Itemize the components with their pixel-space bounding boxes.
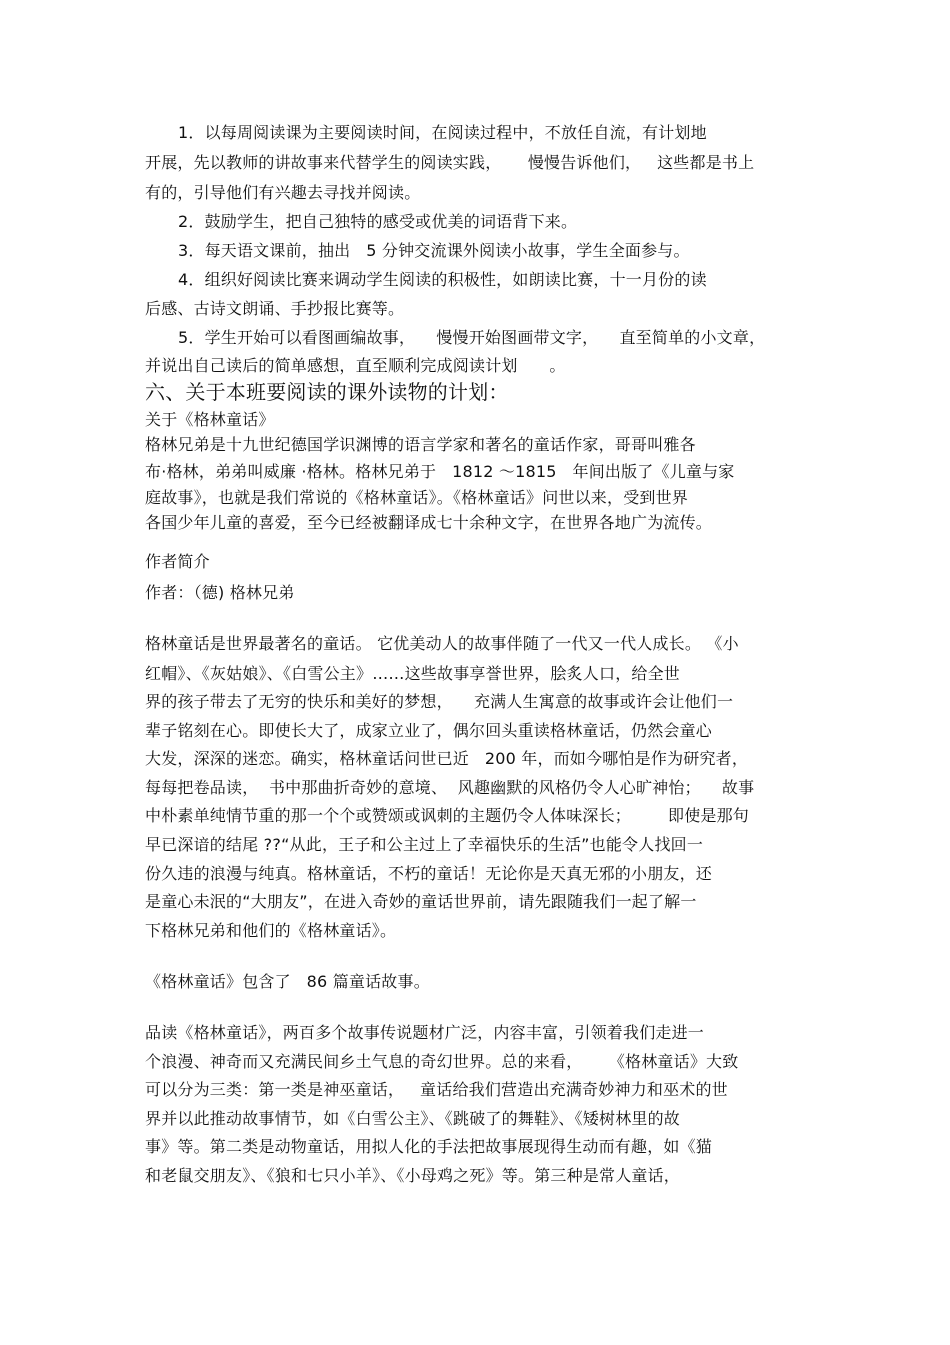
body-para-1-line-3: 界的孩子带去了无穷的快乐和美好的梦想， 充满人生寓意的故事或许会让他们一 bbox=[145, 692, 734, 711]
list-item-4-line-2: 后感、古诗文朗诵、手抄报比赛等。 bbox=[145, 299, 405, 318]
body-para-1-line-10: 是童心未泯的“大朋友”，在进入奇妙的童话世界前，请先跟随我们一起了解一 bbox=[145, 892, 697, 911]
body-para-1-line-5: 大发，深深的迷恋。确实，格林童话问世已近 200 年，而如今哪怕是作为研究者， bbox=[145, 749, 749, 768]
body-para-2-line-3: 可以分为三类：第一类是神巫童话， 童话给我们营造出充满奇妙神力和巫术的世 bbox=[145, 1080, 728, 1099]
sub-heading: 关于《格林童话》 bbox=[145, 410, 275, 429]
list-item-3: 3．每天语文课前，抽出 5 分钟交流课外阅读小故事，学生全面参与。 bbox=[178, 241, 690, 260]
body-para-1-line-1: 格林童话是世界最著名的童话。 它优美动人的故事伴随了一代又一代人成长。 《小 bbox=[145, 634, 739, 653]
intro-line-2: 布·格林，弟弟叫威廉 ·格林。格林兄弟于 1812 ～1815 年间出版了《儿童与家 bbox=[145, 462, 735, 481]
body-para-1-line-9: 份久违的浪漫与纯真。格林童话，不朽的童话！无论你是天真无邪的小朋友，还 bbox=[145, 864, 713, 883]
body-para-2-line-4: 界并以此推动故事情节，如《白雪公主》、《跳破了的舞鞋》、《矮树林里的故 bbox=[145, 1109, 681, 1128]
body-para-2-line-6: 和老鼠交朋友》、《狼和七只小羊》、《小母鸡之死》等。第三种是常人童话， bbox=[145, 1166, 681, 1185]
list-item-1-line-2: 开展，先以教师的讲故事来代替学生的阅读实践， 慢慢告诉他们， 这些都是书上 bbox=[145, 153, 755, 172]
body-para-2-line-5: 事》等。第二类是动物童话，用拟人化的手法把故事展现得生动而有趣，如《猫 bbox=[145, 1137, 713, 1156]
count-line: 《格林童话》包含了 86 篇童话故事。 bbox=[145, 972, 430, 991]
list-item-2: 2．鼓励学生，把自己独特的感受或优美的词语背下来。 bbox=[178, 212, 578, 231]
body-para-1-line-2: 红帽》、《灰姑娘》、《白雪公主》……这些故事享誉世界，脍炙人口，给全世 bbox=[145, 664, 681, 683]
list-item-5-line-2: 并说出自己读后的简单感想，直至顺利完成阅读计划 。 bbox=[145, 356, 566, 375]
section-heading: 六、关于本班要阅读的课外读物的计划： bbox=[145, 380, 509, 404]
body-para-1-line-4: 辈子铭刻在心。即使长大了，成家立业了，偶尔回头重读格林童话，仍然会童心 bbox=[145, 721, 713, 740]
list-item-5-line-1: 5．学生开始可以看图画编故事， 慢慢开始图画带文字， 直至简单的小文章， bbox=[178, 328, 766, 347]
intro-line-3: 庭故事》，也就是我们常说的《格林童话》。《格林童话》问世以来，受到世界 bbox=[145, 488, 689, 507]
body-para-2-line-1: 品读《格林童话》，两百多个故事传说题材广泛，内容丰富，引领着我们走进一 bbox=[145, 1023, 705, 1042]
list-item-4-line-1: 4．组织好阅读比赛来调动学生阅读的积极性，如朗读比赛，十一月份的读 bbox=[178, 270, 707, 289]
list-item-1-line-3: 有的，引导他们有兴趣去寻找并阅读。 bbox=[145, 183, 421, 202]
body-para-2-line-2: 个浪漫、神奇而又充满民间乡土气息的奇幻世界。总的来看， 《格林童话》大致 bbox=[145, 1052, 739, 1071]
body-para-1-line-7: 中朴素单纯情节重的那一个个或赞颂或讽刺的主题仍令人体味深长； 即使是那句 bbox=[145, 806, 750, 825]
body-para-1-line-6: 每每把卷品读， 书中那曲折奇妙的意境、 风趣幽默的风格仍令人心旷神怡； 故事 bbox=[145, 778, 755, 797]
body-para-1-line-11: 下格林兄弟和他们的《格林童话》。 bbox=[145, 921, 397, 940]
intro-line-4: 各国少年儿童的喜爱，至今已经被翻译成七十余种文字，在世界各地广为流传。 bbox=[145, 513, 713, 532]
author-line: 作者：（德) 格林兄弟 bbox=[145, 583, 295, 602]
intro-line-1: 格林兄弟是十九世纪德国学识渊博的语言学家和著名的童话作家，哥哥叫雅各 bbox=[145, 435, 696, 454]
body-para-1-line-8: 早已深谙的结尾 ??“从此，王子和公主过上了幸福快乐的生活”也能令人找回一 bbox=[145, 835, 704, 854]
author-intro-label: 作者简介 bbox=[145, 552, 210, 571]
list-item-1-line-1: 1．以每周阅读课为主要阅读时间，在阅读过程中，不放任自流，有计划地 bbox=[178, 123, 707, 142]
